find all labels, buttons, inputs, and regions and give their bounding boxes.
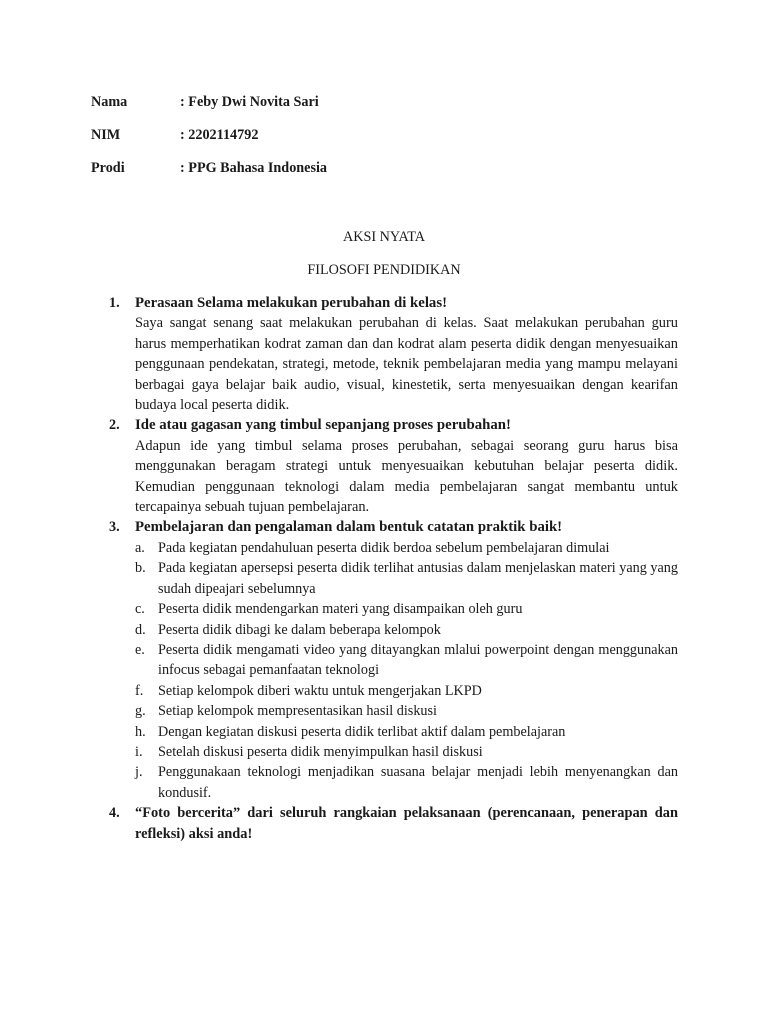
sub-list-item <box>135 640 678 681</box>
sub-item-text: Setiap kelompok diberi waktu untuk mengerjakan LKPD <box>158 682 482 699</box>
sub-item-text: Pada kegiatan apersepsi peserta didik terlihat antusias dalam menjelaskan materi yang yang sudah dipeajari sebelumnya <box>158 560 678 597</box>
document-subtitle: FILOSOFI PENDIDIKAN <box>307 262 461 278</box>
list-item <box>109 517 678 803</box>
sub-list-item <box>135 558 678 599</box>
identity-value: : PPG Bahasa Indonesia <box>180 160 328 176</box>
sub-item-letter: f. <box>135 682 144 699</box>
sub-item-letter: e. <box>135 641 145 658</box>
sub-item-text: Penggunakaan teknologi menjadikan suasana belajar menjadi lebih menyenangkan dan kondusif. <box>158 764 678 801</box>
identity-value: : 2202114792 <box>180 127 259 143</box>
identity-row-nama <box>91 92 327 112</box>
sub-item-letter: d. <box>135 621 146 638</box>
sub-item-text: Peserta didik dibagi ke dalam beberapa kelompok <box>158 621 441 638</box>
list-item <box>109 293 678 415</box>
sub-item-letter: c. <box>135 601 145 618</box>
sub-list-item <box>135 599 678 619</box>
item-heading: Ide atau gagasan yang timbul sepanjang proses perubahan! <box>135 417 511 434</box>
sub-item-letter: j. <box>135 764 143 781</box>
item-heading: “Foto bercerita” dari seluruh rangkaian pelaksanaan (perencanaan, penerapan dan refleksi) aksi anda! <box>135 805 678 842</box>
numbered-list <box>109 293 678 844</box>
identity-label: Nama <box>91 94 128 110</box>
document-title: AKSI NYATA <box>342 229 426 245</box>
identity-label: NIM <box>91 127 121 143</box>
item-paragraph: Saya sangat senang saat melakukan perubahan di kelas. Saat melakukan perubahan guru harus memperhatikan kodrat zaman dan dan kodrat alam peserta didik dengan menyesuaikan penggunaan pendekatan, strategi, metode, teknik pembelajaran media yang mampu melayani berbagai gaya belajar baik audio, visual, kinestetik, serta menyesuaikan dengan kearifan budaya local peserta didik. <box>135 315 678 414</box>
sub-item-text: Peserta didik mendengarkan materi yang disampaikan oleh guru <box>158 601 523 618</box>
sub-item-letter: a. <box>135 539 145 556</box>
item-number: 4. <box>109 805 120 822</box>
sub-list-item <box>135 722 678 742</box>
sub-list-item <box>135 538 678 558</box>
item-number: 2. <box>109 417 120 434</box>
item-number: 1. <box>109 295 120 311</box>
item-heading: Perasaan Selama melakukan perubahan di kelas! <box>135 295 448 311</box>
list-item <box>109 415 678 517</box>
sub-item-text: Setiap kelompok mempresentasikan hasil diskusi <box>158 703 437 720</box>
sub-list-item <box>135 742 678 762</box>
sub-item-letter: i. <box>135 743 143 760</box>
sub-list <box>135 538 678 803</box>
sub-list-item <box>135 701 678 721</box>
sub-item-text: Setelah diskusi peserta didik menyimpulkan hasil diskusi <box>158 743 483 760</box>
item-number: 3. <box>109 519 120 536</box>
identity-label: Prodi <box>91 160 125 176</box>
sub-list-item <box>135 762 678 803</box>
list-item <box>109 803 678 844</box>
sub-list-item <box>135 620 678 640</box>
item-heading: Pembelajaran dan pengalaman dalam bentuk catatan praktik baik! <box>135 519 563 536</box>
sub-item-text: Peserta didik mengamati video yang ditayangkan mlalui powerpoint dengan menggunakan infocus sebagai pemanfaatan teknologi <box>158 641 678 679</box>
identity-block <box>91 92 327 191</box>
sub-item-letter: g. <box>135 703 146 720</box>
item-paragraph: Adapun ide yang timbul selama proses perubahan, sebagai seorang guru harus bisa menggunakan beragam strategi untuk menyesuaikan kebutuhan belajar peserta didik. Kemudian penggunaan teknologi dalam media pembelajaran sangat membantu untuk tercapainya sebuah tujuan pembelajaran. <box>135 437 678 516</box>
identity-row-nim <box>91 125 327 145</box>
identity-row-prodi <box>91 158 327 178</box>
sub-item-letter: b. <box>135 560 146 577</box>
sub-list-item <box>135 681 678 701</box>
sub-item-text: Dengan kegiatan diskusi peserta didik terlibat aktif dalam pembelajaran <box>158 723 566 740</box>
sub-item-text: Pada kegiatan pendahuluan peserta didik berdoa sebelum pembelajaran dimulai <box>158 539 610 556</box>
sub-item-letter: h. <box>135 723 146 740</box>
identity-value: : Feby Dwi Novita Sari <box>180 94 319 110</box>
